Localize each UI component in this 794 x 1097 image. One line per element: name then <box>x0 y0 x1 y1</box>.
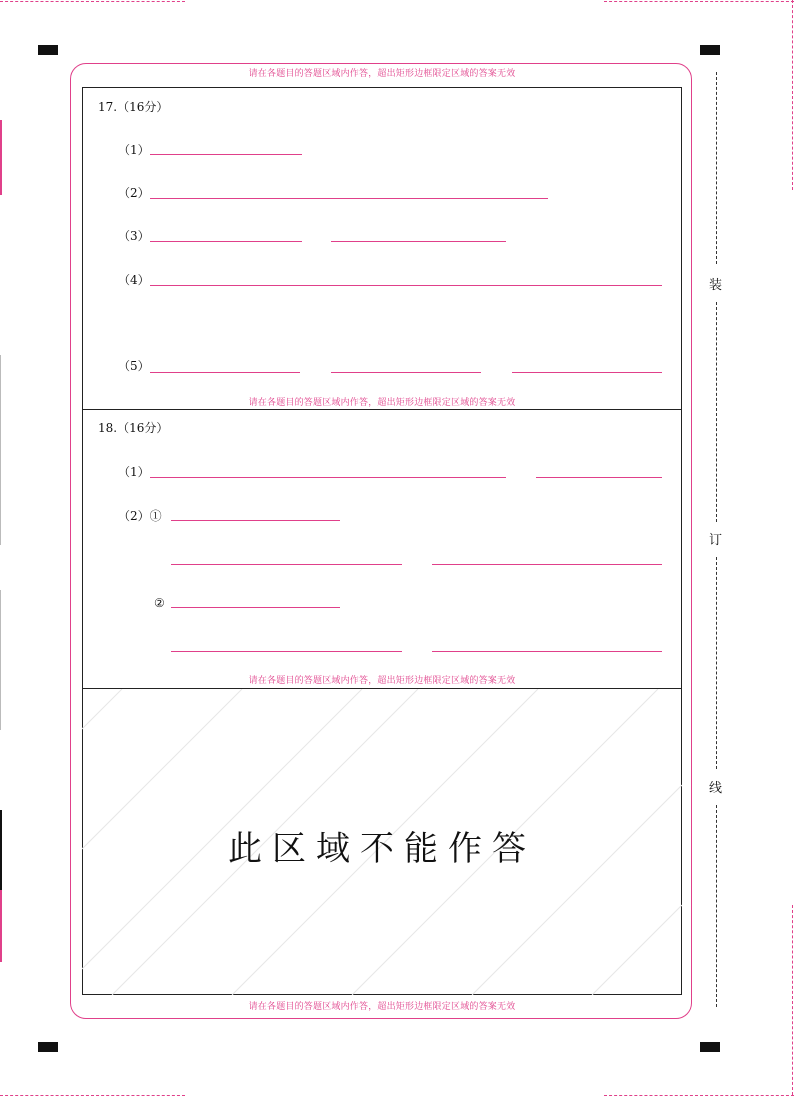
registration-mark-top-left <box>38 45 58 55</box>
q17-item-3-answer-line-b[interactable] <box>331 241 506 242</box>
q18-item-1-label: （1） <box>118 465 150 479</box>
q17-item-4-answer-line[interactable] <box>150 285 662 286</box>
q17-item-5-answer-line-a[interactable] <box>150 372 300 373</box>
registration-mark-top-right <box>700 45 720 55</box>
edge-bar-gray-2 <box>0 590 1 730</box>
crop-line-bottom-left <box>0 1095 185 1096</box>
q17-item-2-answer-line[interactable] <box>150 198 548 199</box>
warning-text-bottom: 请在各题目的答题区域内作答，超出矩形边框限定区域的答案无效 <box>248 1002 516 1012</box>
q18-item-2-1-answer-line-b[interactable] <box>171 564 402 565</box>
divider-q17-q18 <box>82 409 682 410</box>
binding-line-segment-4 <box>716 805 717 1007</box>
binding-label-zhuang: 装 <box>709 278 723 293</box>
warning-text-top: 请在各题目的答题区域内作答，超出矩形边框限定区域的答案无效 <box>248 69 516 79</box>
q18-item-2-label: （2）① <box>118 509 162 523</box>
q18-item-2-2-label: ② <box>154 596 165 610</box>
warning-text-q18: 请在各题目的答题区域内作答，超出矩形边框限定区域的答案无效 <box>248 676 516 686</box>
registration-mark-bottom-left <box>38 1042 58 1052</box>
question-17-title: 17.（16分） <box>98 100 169 114</box>
q17-item-5-answer-line-c[interactable] <box>512 372 662 373</box>
q17-item-2-label: （2） <box>118 186 150 200</box>
edge-bar-pink-top <box>0 120 2 195</box>
crop-line-top-right <box>604 1 794 2</box>
edge-bar-black <box>0 810 2 890</box>
q17-item-4-label: （4） <box>118 273 150 287</box>
q18-item-2-1-answer-line-c[interactable] <box>432 564 662 565</box>
binding-line-segment-1 <box>716 72 717 264</box>
q18-item-2-1-answer-line[interactable] <box>171 520 340 521</box>
question-18-title: 18.（16分） <box>98 421 169 435</box>
edge-bar-pink-bottom <box>0 890 2 962</box>
edge-bar-gray-1 <box>0 355 1 545</box>
no-answer-zone <box>82 689 682 995</box>
q17-item-5-label: （5） <box>118 359 150 373</box>
crop-line-top-left <box>0 1 185 2</box>
q17-item-3-answer-line-a[interactable] <box>150 241 302 242</box>
binding-line-segment-2 <box>716 302 717 522</box>
crop-line-right-bottom <box>792 905 793 1095</box>
q18-item-2-2-answer-line-c[interactable] <box>432 651 662 652</box>
crop-line-bottom-right <box>604 1095 794 1096</box>
binding-label-xian: 线 <box>709 781 723 796</box>
crop-line-right-top <box>792 0 793 190</box>
warning-text-q17: 请在各题目的答题区域内作答，超出矩形边框限定区域的答案无效 <box>248 398 516 408</box>
q18-item-1-answer-line-b[interactable] <box>536 477 662 478</box>
q18-item-2-2-answer-line-b[interactable] <box>171 651 402 652</box>
q17-item-1-answer-line[interactable] <box>150 154 302 155</box>
no-answer-label: 此区域不能作答 <box>228 829 536 869</box>
binding-line-segment-3 <box>716 557 717 769</box>
q17-item-1-label: （1） <box>118 143 150 157</box>
q18-item-1-answer-line-a[interactable] <box>150 477 506 478</box>
q17-item-3-label: （3） <box>118 229 150 243</box>
registration-mark-bottom-right <box>700 1042 720 1052</box>
binding-label-ding: 订 <box>709 533 723 548</box>
q18-item-2-2-answer-line[interactable] <box>171 607 340 608</box>
q17-item-5-answer-line-b[interactable] <box>331 372 481 373</box>
